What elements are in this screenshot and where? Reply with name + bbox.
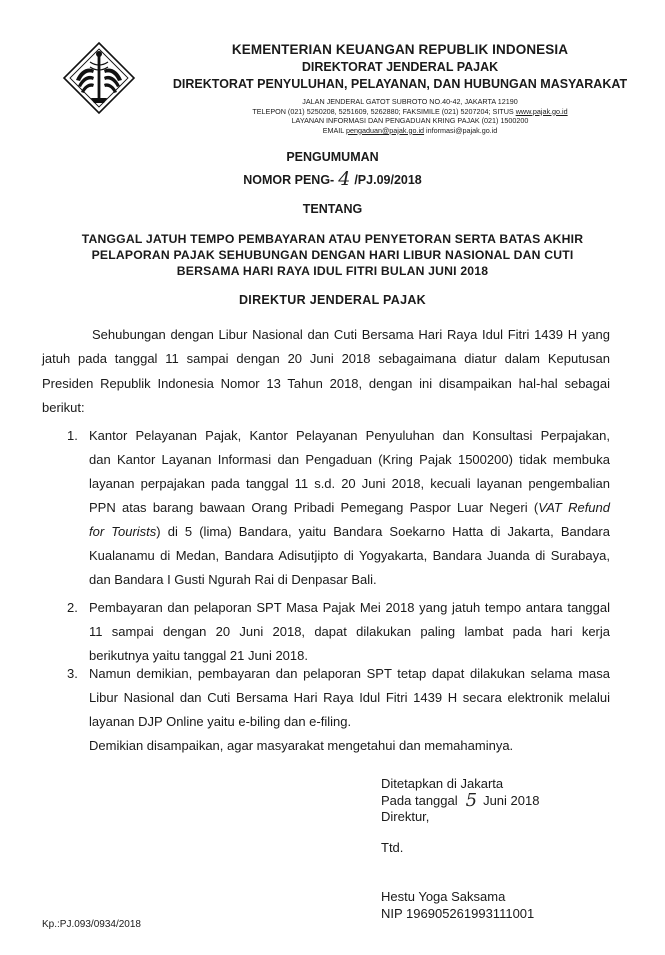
letterhead-phone xyxy=(230,107,590,116)
letterhead-email-label: EMAIL xyxy=(322,125,347,135)
item-1-line-5-text: ) di 5 (lima) Bandara, yaitu Bandara Soekarno Hatta di Jakarta, Bandara xyxy=(156,524,610,539)
handwritten-number: 4 xyxy=(338,168,351,190)
signatory-nip: NIP 196905261993111001 xyxy=(381,906,535,921)
closing-statement: Demikian disampaikan, agar masyarakat mengetahui dan memahaminya. xyxy=(89,738,514,753)
item-3-number: 3. xyxy=(67,666,78,681)
intro-line-4: berikut: xyxy=(42,400,85,415)
about-label: TENTANG xyxy=(302,202,363,216)
letterhead-division: DIREKTORAT PENYULUHAN, PELAYANAN, DAN HUBUNGAN MASYARAKAT xyxy=(172,77,628,91)
intro-line-1: Sehubungan dengan Libur Nasional dan Cuti Bersama Hari Raya Idul Fitri 1439 H yang xyxy=(92,327,610,342)
subject-line-1: TANGGAL JATUH TEMPO PEMBAYARAN ATAU PENYETORAN SERTA BATAS AKHIR xyxy=(81,232,584,246)
signature-place: Ditetapkan di Jakarta xyxy=(381,776,504,791)
item-1-line-3: layanan perpajakan pada tanggal 11 s.d. 20 Juni 2018, kecuali layanan pengembalian xyxy=(89,476,610,491)
letterhead-email-link-2[interactable]: informasi@pajak.go.id xyxy=(424,125,498,135)
ministry-emblem-icon xyxy=(60,40,138,116)
letterhead-directorate: DIREKTORAT JENDERAL PAJAK xyxy=(301,60,499,74)
letterhead-address: JALAN JENDERAL GATOT SUBROTO NO.40-42, JAKARTA 12190 xyxy=(302,97,518,106)
letterhead-website-link[interactable]: www.pajak.go.id xyxy=(515,106,568,116)
item-2-line-2: 11 sampai dengan 20 Juni 2018, dapat dilakukan paling lambat pada hari kerja xyxy=(89,624,610,639)
signature-date xyxy=(381,792,539,809)
document-reference: Kp.:PJ.093/0934/2018 xyxy=(42,919,141,930)
intro-line-2: jatuh pada tanggal 11 sampai dengan 20 Juni 2018 sebagaimana diatur dalam Keputusan xyxy=(42,351,610,366)
item-2-line-1: Pembayaran dan pelaporan SPT Masa Pajak Mei 2018 yang jatuh tempo antara tanggal xyxy=(89,600,610,615)
signatory-name: Hestu Yoga Saksama xyxy=(381,889,506,904)
letterhead-email xyxy=(230,126,590,135)
subject-line-2: PELAPORAN PAJAK SEHUBUNGAN DENGAN HARI LIBUR NASIONAL DAN CUTI xyxy=(91,248,574,262)
item-1-line-7: dan Bandara I Gusti Ngurah Rai di Denpasar Bali. xyxy=(89,572,377,587)
signature-date-prefix: Pada tanggal xyxy=(381,793,458,808)
signature-position: Direktur, xyxy=(381,809,430,824)
authority-heading: DIREKTUR JENDERAL PAJAK xyxy=(238,293,426,307)
item-3-line-1: Namun demikian, pembayaran dan pelaporan SPT tetap dapat dilakukan selama masa xyxy=(89,666,610,681)
handwritten-day: 5 xyxy=(465,790,478,811)
item-1-line-6: Kualanamu di Medan, Bandara Adisutjipto di Yogyakarta, Bandara Juanda di Surabaya, xyxy=(89,548,610,563)
letterhead-ministry: KEMENTERIAN KEUANGAN REPUBLIK INDONESIA xyxy=(231,42,569,57)
letterhead-email-link-1[interactable]: pengaduan@pajak.go.id xyxy=(346,125,425,135)
item-1-line-4-italic: VAT Refund xyxy=(538,500,610,515)
item-2-number: 2. xyxy=(67,600,78,615)
announcement-title: PENGUMUMAN xyxy=(286,150,379,164)
signature-signed: Ttd. xyxy=(381,840,404,855)
letterhead-phone-text: TELEPON (021) 5250208, 5251609, 5262880; FAKSIMILE (021) 5207204; SITUS xyxy=(252,106,516,116)
subject-line-3: BERSAMA HARI RAYA IDUL FITRI BULAN JUNI 2018 xyxy=(176,264,489,278)
number-suffix: /PJ.09/2018 xyxy=(354,173,422,187)
item-1-number: 1. xyxy=(67,428,78,443)
item-1-line-5 xyxy=(89,524,610,540)
item-1-line-2: dan Kantor Layanan Informasi dan Pengaduan (Kring Pajak 1500200) tidak membuka xyxy=(89,452,610,467)
item-1-line-4-text: PPN atas barang bawaan Orang Pribadi Pemegang Paspor Luar Negeri ( xyxy=(89,500,539,515)
item-1-line-4 xyxy=(89,500,610,516)
announcement-number xyxy=(0,167,665,189)
item-1-line-5-italic: for Tourists xyxy=(89,524,157,539)
letterhead-kring-pajak: LAYANAN INFORMASI DAN PENGADUAN KRING PAJAK (021) 1500200 xyxy=(291,116,529,125)
item-3-line-2: Libur Nasional dan Cuti Bersama Hari Raya Idul Fitri 1439 H secara elektronik melalui xyxy=(89,690,610,705)
number-prefix: NOMOR PENG- xyxy=(243,173,335,187)
signature-date-suffix: Juni 2018 xyxy=(483,793,540,808)
item-3-line-3: layanan DJP Online yaitu e-biling dan e-filing. xyxy=(89,714,352,729)
item-2-line-3: berikutnya yaitu tanggal 21 Juni 2018. xyxy=(89,648,308,663)
intro-line-3: Presiden Republik Indonesia Nomor 13 Tahun 2018, dengan ini disampaikan hal-hal sebagai xyxy=(42,376,610,391)
item-1-line-1: Kantor Pelayanan Pajak, Kantor Pelayanan Penyuluhan dan Konsultasi Perpajakan, xyxy=(89,428,610,443)
